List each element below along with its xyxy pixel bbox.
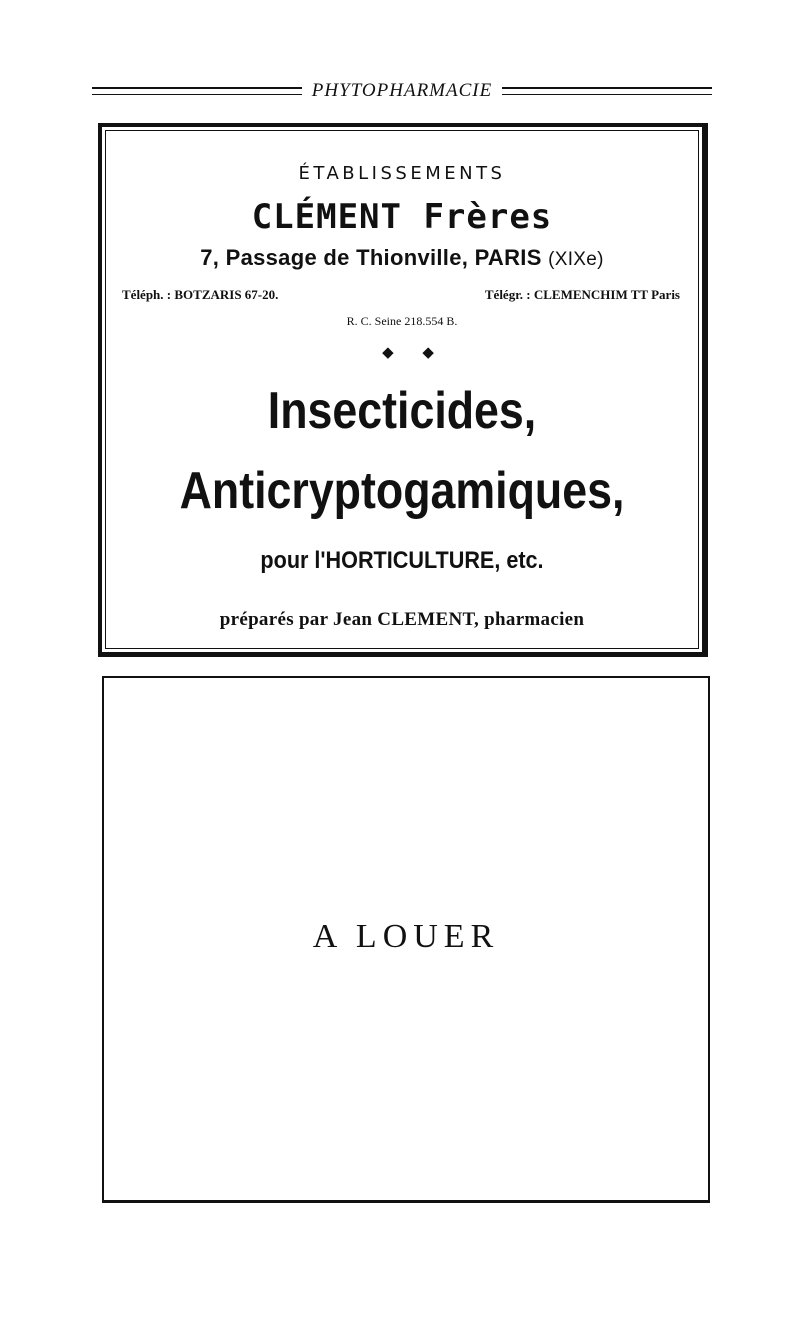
purpose-line: pour l'HORTICULTURE, etc. xyxy=(260,547,544,574)
for-rent-label: A LOUER xyxy=(312,918,500,955)
contact-row xyxy=(122,287,680,303)
establishments-label: ÉTABLISSEMENTS xyxy=(298,163,506,184)
registry-number: R. C. Seine 218.554 B. xyxy=(346,314,458,328)
street-address: 7, Passage de Thionville, PARIS xyxy=(200,245,542,270)
advertisement-inner-frame xyxy=(105,130,699,649)
telephone-number: Téléph. : BOTZARIS 67-20. xyxy=(122,287,279,302)
address-line xyxy=(106,245,698,271)
firm-name: CLÉMENT Frères xyxy=(251,197,553,237)
page-title: PHYTOPHARMACIE xyxy=(311,80,493,101)
prepared-by-line: préparés par Jean CLEMENT, pharmacien xyxy=(219,609,585,630)
arrondissement: (XIXe) xyxy=(548,249,604,270)
vacant-ad-box xyxy=(102,676,710,1203)
product-heading-anticryptogamiques: Anticryptogamiques, xyxy=(179,462,625,520)
product-heading-insecticides: Insecticides, xyxy=(267,382,537,440)
running-header xyxy=(92,78,712,104)
advertisement-box xyxy=(98,123,708,657)
diamond-ornament-icon: ◆ ◆ xyxy=(382,343,446,361)
header-rule-left xyxy=(92,87,302,95)
telegram-address: Télégr. : CLEMENCHIM TT Paris xyxy=(484,287,680,302)
header-rule-right xyxy=(502,87,712,95)
